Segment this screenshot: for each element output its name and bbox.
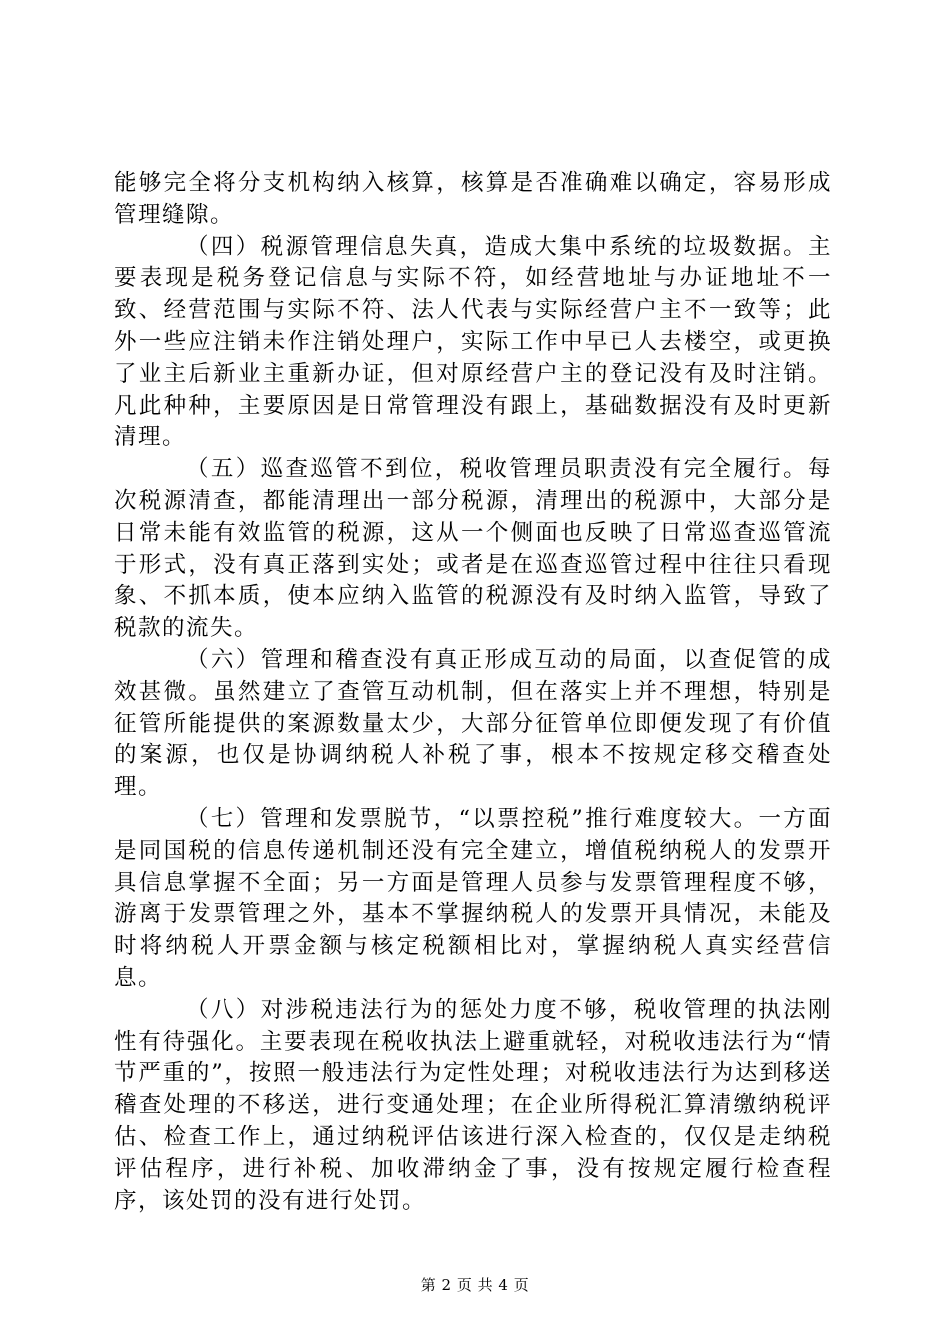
paragraph-section-6: （六）管理和稽查没有真正形成互动的局面，以查促管的成效甚微。虽然建立了查管互动机制，但在落实上并不理想，特别是征管所能提供的案源数量太少，大部分征管单位即便发现了有价值的案源，也仅是协调纳税人补税了事，根本不按规定移交稽查处理。 <box>114 646 832 801</box>
paragraph-continuation: 能够完全将分支机构纳入核算，核算是否准确难以确定，容易形成管理缝隙。 <box>114 170 832 228</box>
page-footer: 第 2 页 共 4 页 <box>420 1276 530 1294</box>
paragraph-section-7: （七）管理和发票脱节，“以票控税”推行难度较大。一方面是同国税的信息传递机制还没有完全建立，增值税纳税人的发票开具信息掌握不全面；另一方面是管理人员参与发票管理程度不够，游离于发票管理之外，基本不掌握纳税人的发票开具情况，未能及时将纳税人开票金额与核定税额相比对，掌握纳税人真实经营信息。 <box>114 805 832 991</box>
paragraph-section-4: （四）税源管理信息失真，造成大集中系统的垃圾数据。主要表现是税务登记信息与实际不符，如经营地址与办证地址不一致、经营范围与实际不符、法人代表与实际经营户主不一致等；此外一些应注销未作注销处理户，实际工作中早已人去楼空，或更换了业主后新业主重新办证，但对原经营户主的登记没有及时注销。凡此种种，主要原因是日常管理没有跟上，基础数据没有及时更新清理。 <box>114 233 832 451</box>
document-body <box>114 168 832 1217</box>
paragraph-section-5: （五）巡查巡管不到位，税收管理员职责没有完全履行。每次税源清查，都能清理出一部分税源，清理出的税源中，大部分是日常未能有效监管的税源，这从一个侧面也反映了日常巡查巡管流于形式，没有真正落到实处；或者是在巡查巡管过程中往往只看现象、不抓本质，使本应纳入监管的税源没有及时纳入监管，导致了税款的流失。 <box>114 456 832 642</box>
paragraph-section-8: （八）对涉税违法行为的惩处力度不够，税收管理的执法刚性有待强化。主要表现在税收执法上避重就轻，对税收违法行为“情节严重的”，按照一般违法行为定性处理；对税收违法行为达到移送稽查处理的不移送，进行变通处理；在企业所得税汇算清缴纳税评估、检查工作上，通过纳税评估该进行深入检查的，仅仅是走纳税评估程序，进行补税、加收滞纳金了事，没有按规定履行检查程序，该处罚的没有进行处罚。 <box>114 996 832 1214</box>
